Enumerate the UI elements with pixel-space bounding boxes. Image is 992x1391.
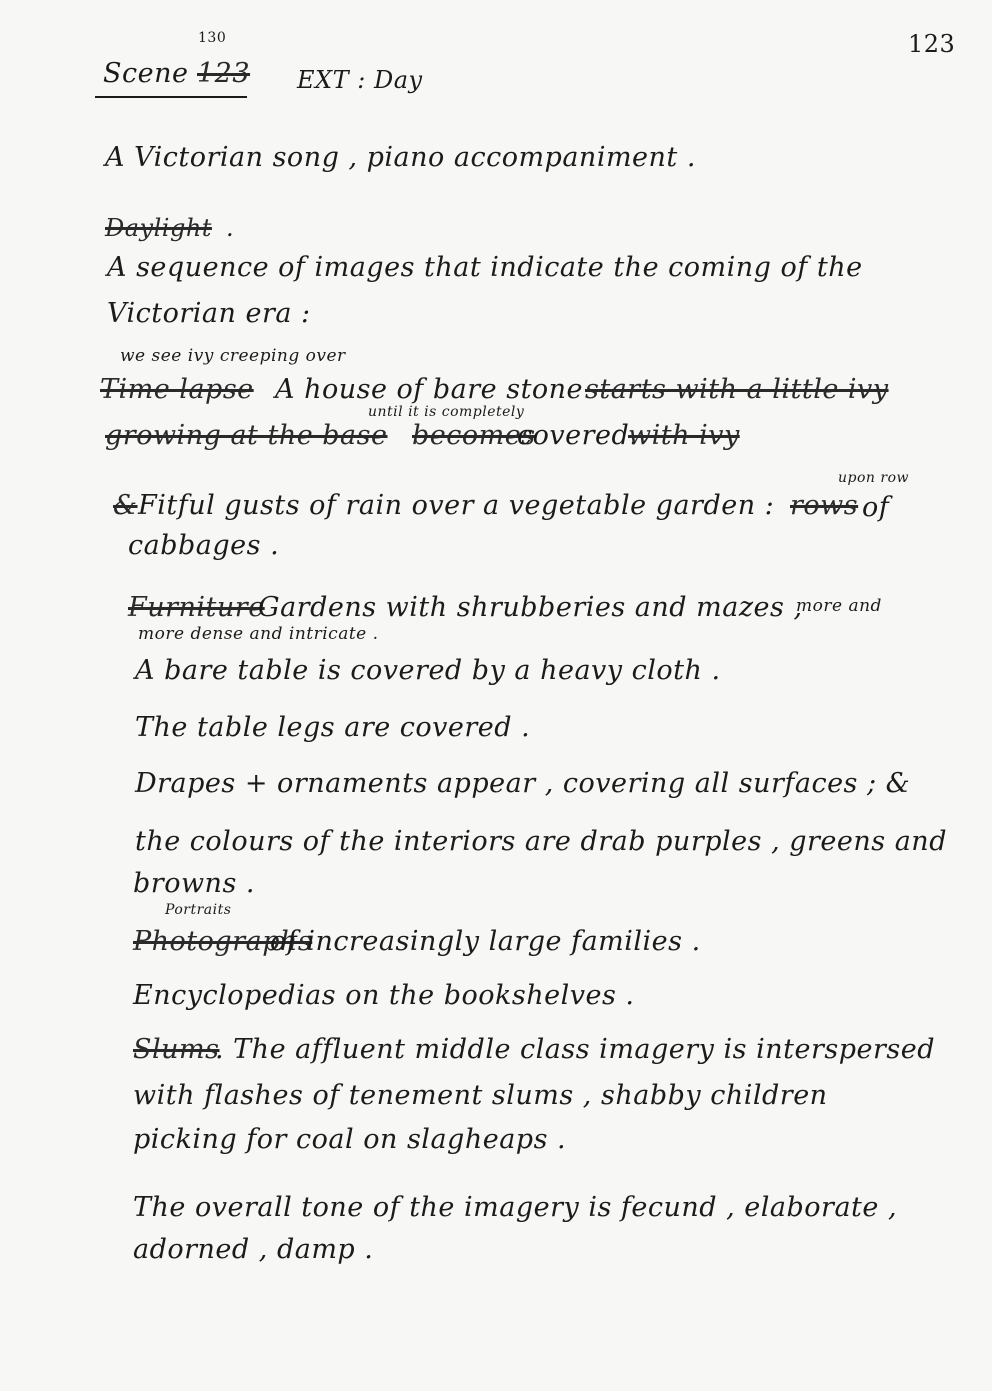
- line-time-lapse-struck: Time lapse: [100, 374, 254, 405]
- line-fitful-gusts: Fitful gusts of rain over a vegetable garden :: [138, 490, 775, 521]
- line-gardens: Gardens with shrubberies and mazes ,: [258, 592, 803, 623]
- line-browns: browns .: [133, 868, 255, 899]
- line-overall-tone: The overall tone of the imagery is fecund , elaborate ,: [133, 1192, 898, 1223]
- line-ampersand-struck: &: [113, 490, 138, 521]
- page-number: 123: [908, 30, 956, 58]
- line-upon-row-insert: upon row: [838, 470, 909, 486]
- line-until-insert: until it is completely: [368, 404, 525, 420]
- line-table-legs: The table legs are covered .: [135, 712, 531, 743]
- line-covered: covered.: [517, 420, 639, 451]
- line-house: A house of bare stone: [275, 374, 584, 405]
- line-photographs-struck: Photographs: [133, 926, 313, 957]
- line-dense-intricate: more dense and intricate .: [138, 624, 379, 644]
- line-tenement: with flashes of tenement slums , shabby children: [133, 1080, 828, 1111]
- line-sequence: A sequence of images that indicate the coming of the: [107, 252, 863, 283]
- scene-setting: EXT : Day: [297, 66, 423, 94]
- line-house-struck: starts with a little ivy: [585, 374, 889, 405]
- line-colours: the colours of the interiors are drab purples , greens and: [135, 826, 947, 857]
- scene-number-corrected: 130: [198, 30, 227, 46]
- header-underline: [95, 96, 247, 98]
- line-adorned-damp: adorned , damp .: [133, 1234, 374, 1265]
- line-drapes: Drapes + ornaments appear , covering all surfaces ; &: [135, 768, 911, 799]
- line-song: A Victorian song , piano accompaniment .: [105, 142, 696, 173]
- line-more-and: more and: [796, 596, 882, 616]
- line-becomes-struck: becomes: [412, 420, 536, 451]
- line-slagheaps: picking for coal on slagheaps .: [133, 1124, 567, 1155]
- line-affluent: . The affluent middle class imagery is interspersed: [215, 1034, 935, 1065]
- line-daylight-struck: Daylight: [105, 214, 212, 242]
- line-ivy-insert: we see ivy creeping over: [120, 346, 346, 366]
- line-bare-table: A bare table is covered by a heavy cloth .: [135, 655, 721, 686]
- line-slums-struck: Slums: [133, 1034, 220, 1065]
- line-of: of: [862, 492, 890, 523]
- scene-label: Scene: [103, 58, 189, 89]
- line-cabbages: cabbages .: [128, 530, 280, 561]
- line-families: of increasingly large families .: [270, 926, 701, 957]
- line-rows-struck: rows: [790, 490, 859, 521]
- scene-number-struck: 123: [197, 58, 251, 89]
- line-growing-struck: growing at the base: [105, 420, 388, 451]
- line-furniture-struck: Furniture: [128, 592, 265, 623]
- line-encyclopedias: Encyclopedias on the bookshelves .: [133, 980, 635, 1011]
- line-daylight-rest: .: [226, 214, 235, 242]
- line-victorian-era: Victorian era :: [107, 298, 311, 329]
- line-portraits-insert: Portraits: [165, 902, 232, 918]
- line-with-ivy-struck: with ivy: [628, 420, 740, 451]
